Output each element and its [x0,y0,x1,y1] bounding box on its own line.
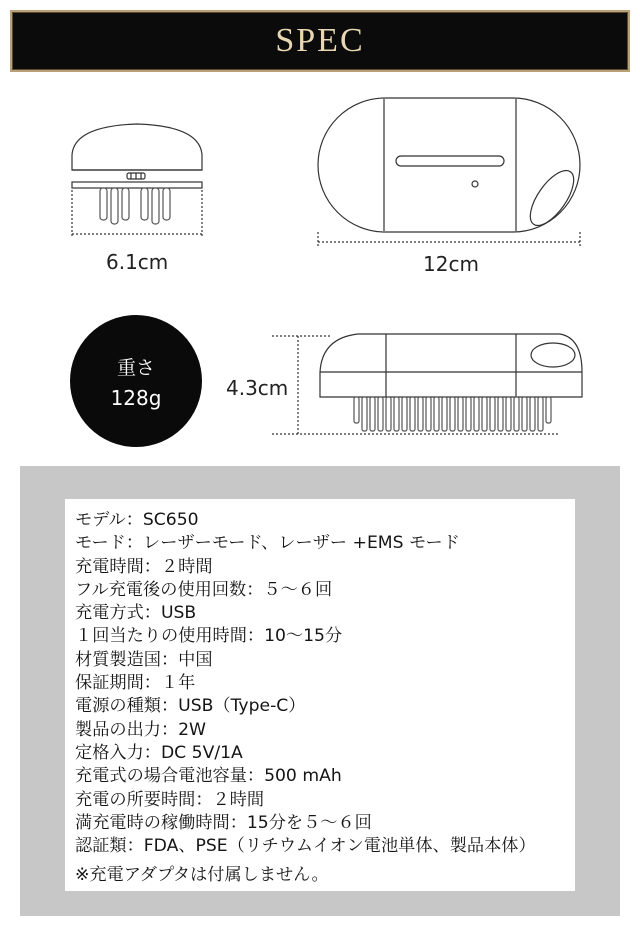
spec-battery-capacity: 充電式の場合電池容量：500 mAh [75,766,342,787]
bristle [450,397,455,431]
spec-list [65,499,575,891]
bristle [362,397,367,431]
spec-output: 製品の出力：2W [75,719,207,740]
bristle [498,397,503,431]
side-view-drawing [72,124,202,236]
bristle [370,397,375,431]
spec-model: モデル：SC650 [75,510,199,530]
bristle [426,397,431,431]
bristle [514,397,519,431]
bristle [474,397,479,431]
bristle [506,397,511,431]
spec-run-time: 満充電時の稼働時間：15分を５～６回 [75,812,372,833]
bristle [354,397,359,423]
bristle [394,397,399,431]
bristle [482,397,487,431]
spec-power-type: 電源の種類：USB（Type-C） [75,696,306,717]
bristle [442,397,447,431]
spec-country: 材質製造国：中国 [75,649,213,670]
bristle [458,397,463,431]
height-label: 4.3cm [226,376,289,400]
spec-certification: 認証類：FDA、PSE（リチウムイオン電池単体、製品本体） [75,836,536,857]
side-width-label: 6.1cm [106,250,169,274]
spec-warranty: 保証期間：１年 [75,673,196,694]
spec-title: SPEC [275,22,365,59]
spec-charge-time: 充電時間：２時間 [75,556,213,577]
bristle [538,397,543,431]
weight-badge [70,315,202,447]
weight-value: 128g [110,385,162,410]
bristle [530,397,535,431]
bristle [386,397,391,431]
bristle [418,397,423,431]
bristle [522,397,527,431]
top-view-drawing [318,98,582,246]
bristle [434,397,439,431]
bristle [410,397,415,431]
bristle [402,397,407,431]
spec-usage-time: １回当たりの使用時間：10～15分 [75,626,343,647]
top-length-label: 12cm [423,252,479,276]
spec-uses-per-charge: フル充電後の使用回数：５～６回 [75,579,333,600]
weight-label: 重さ [116,356,155,379]
height-view-drawing [272,334,582,434]
bristle [378,397,383,431]
spec-charge-method: 充電方式：USB [75,603,197,624]
bristle [466,397,471,431]
spec-panel [20,466,620,916]
spec-charge-duration: 充電の所要時間：２時間 [75,789,265,810]
spec-rated-input: 定格入力：DC 5V/1A [75,742,243,763]
spec-mode: モード：レーザーモード、レーザー +EMS モード [75,533,460,554]
bristle [490,397,495,431]
spec-note: ※充電アダプタは付属しません。 [75,865,329,886]
bristle [546,397,551,423]
